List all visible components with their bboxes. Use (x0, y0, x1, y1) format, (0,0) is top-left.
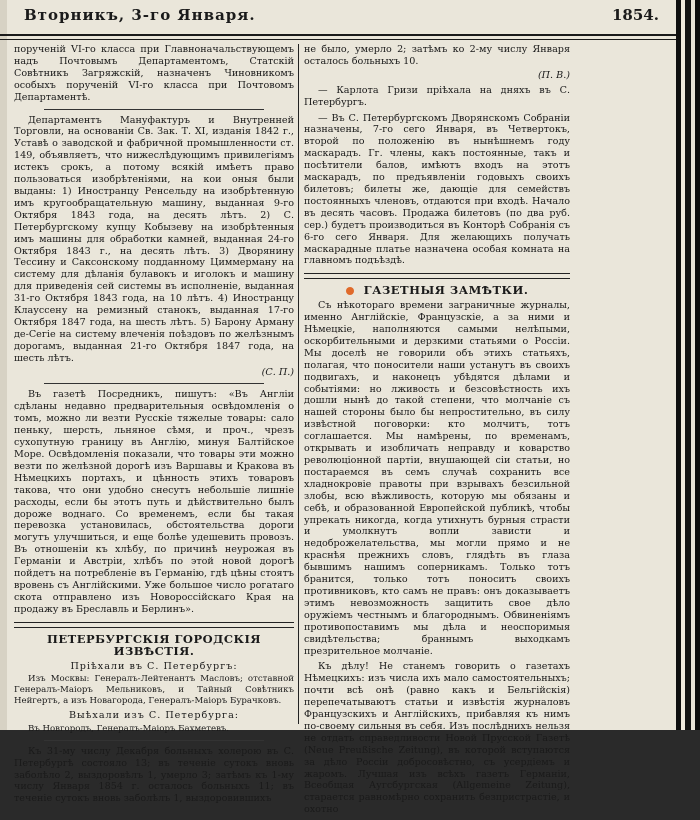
left-paragraph-appointment: порученій VI-го класса при Главноначальствующемъ надъ Почтовымъ Департаментомъ, Статскій Совѣтникъ Загряжскій, назначенъ Чиновникомъ особыхъ порученій VI-го класса при Почтовомъ Департаментѣ. (14, 44, 294, 103)
left-column (14, 44, 294, 809)
departed-heading: Выѣхали изъ С. Петербурга: (68, 710, 240, 722)
divider (44, 109, 264, 110)
header-date: Вторникъ, 3-го Января. (24, 6, 256, 24)
double-rule (304, 273, 570, 279)
section-title-city-news: ПЕТЕРБУРГСКІЯ ГОРОДСКІЯ ИЗВѢСТІЯ. (47, 631, 261, 658)
right-paragraph-german-papers: Къ дѣлу! Не станемъ говорить о газетахъ Нѣмецкихъ: изъ числа ихъ мало самостоятельныхъ; почти всѣ онѣ (равно какъ и Бельгійскія) перепечатываютъ статьи и извѣстія журналовъ Французскихъ и Англійскихъ, прибавляя къ нимъ по-своему сильныя въ себя. Изъ послѣднихъ нельзя не отдать справедливости Новой Прусской Газетѣ (Neue Preußische Zeitung), въ которой вступаются за дѣло Россіи добросовѣстно, съ усердіемъ и жаромъ. Лучшая изъ всѣхъ газетъ Германіи, Всеобщая Аугсбургская (Allgemeine Zeitung), старается равномѣрно сохранить безпристрастіе, и охотно (304, 661, 570, 816)
scan-edge (676, 0, 700, 730)
divider (44, 383, 264, 384)
orange-dot-marker (346, 287, 354, 295)
double-rule (14, 622, 294, 628)
left-paragraph-privileges: Департаментъ Мануфактуръ и Внутренней Торговли, на основаніи Св. Зак. Т. XI, изданія 1842 г., Уставѣ о заводской и фабричной промышленности ст. 149, объявляетъ, что нижеслѣдующимъ привилегіямъ истекъ срокъ, а потому всякій имѣетъ право пользоваться изобрѣтеніями, на кои оныя были выданы: 1) Иностранцу Ренсельду на изобрѣтенную имъ кругообращательную машину, выданная 9-го Октября 1843 года, на десять лѣтъ. 2) С. Петербургскому купцу Кобызеву на изобрѣтенныя имъ машины для обработки камней, выданная 24-го Октября 1843 г., на десять лѣтъ. 3) Дворянину Тессину и Саксонскому подданному Циммерману на систему для дѣланія булавокъ и иголокъ и машину для приведенія сей системы въ исполненіе, выданная 31-го Октября 1843 года, на 10 лѣтъ. 4) Иностранцу Клауссену на ремизный станокъ, выданная 17-го Октября 1847 года, на шесть лѣтъ. 5) Барону Арману де-Сегіе на систему влеченія поѣздовъ по желѣзнымъ дорогамъ, выданная 21-го Октября 1847 года, на шесть лѣтъ. (14, 114, 294, 364)
arrived-list: Изъ Москвы: Генералъ-Лейтенантъ Масловъ; отставной Генералъ-Маіоръ Мельниковъ, и Тайный Совѣтникъ Нейгертъ, а изъ Новагорода, Генералъ-Маіоръ Бурачковъ. (14, 674, 294, 706)
left-paragraph-posrednik: Въ газетѣ Посредникъ, пишутъ: «Въ Англіи сдѣланы недавно предварительныя освѣдомленія о томъ, можно ли везти Русскіе тяжелые товары: сало пеньку, шерсть, льняное сѣмя, и проч., чрезъ сухопутную границу въ Англію, минуя Балтійское Море. Освѣдомленія показали, что товары эти можно везти по желѣзной дорогѣ изъ Варшавы и Кракова въ Нѣмецкихъ портахъ, и цѣнность этихъ товаровъ такова, что они удобно снесутъ небольшіе лишніе расходы, если бы этотъ путь и дѣйствительно былъ дороже воднаго. Со временемъ, если бы такая перевозка установилась, обстоятельства дороги могутъ улучшиться, и еще болѣе удешевить провозъ. Въ отношеніи къ хлѣбу, по причинѣ неурожая въ Германіи и Австріи, хлѣбъ по этой новой дорогѣ пойдетъ на потребленіе въ Германію, гдѣ цѣны стоятъ вровень съ Англійскими. Уже большое число рогатаго скота отправлено изъ Новороссійскаго Края на продажу въ Бреславль и Берлинъ». (14, 389, 294, 615)
divider (44, 740, 264, 741)
right-paragraph-cholera-end: не было, умерло 2; затѣмъ ко 2-му числу Января осталось больныхъ 10. (304, 44, 570, 67)
left-paragraph-cholera: Къ 31-му числу Декабря больныхъ холерою въ С. Петербургѣ состояло 13; въ теченіе сутокъ вновь заболѣло 2, выздоровѣлъ 1, умерло 3; затѣмъ къ 1-му числу Января 1854 г. осталось больныхъ 11; въ теченіе сутокъ вновь заболѣлъ 1, выздоровившихъ (14, 745, 294, 805)
departed-list: Въ Новгородъ, Генералъ-Маіоръ Бахметевъ. (28, 724, 230, 735)
signature: (П. В.) (537, 69, 570, 81)
section-title-text: ГАЗЕТНЫЯ ЗАМѢТКИ. (363, 283, 529, 298)
right-paragraph-grisi: — Карлота Гризи пріѣхала на дняхъ въ С. Петербургъ. (304, 84, 570, 108)
column-divider (298, 44, 299, 724)
arrived-heading: Пріѣхали въ С. Петербургъ: (70, 660, 238, 672)
right-paragraph-masquerade: — Въ С. Петербургскомъ Дворянскомъ Собраніи назначены, 7-го сего Января, въ Четвертокъ, второй по положенію въ нынѣшнемъ году маскарадъ. Гг. члены, какъ постоянные, такъ и посѣтители балов, имѣютъ входъ на этотъ маскарадъ, по предъявленіи годовыхъ своихъ билетовъ; билеты же, дающіе для семействъ постоянныхъ членовъ, отдаются при входѣ. Начало въ десять часовъ. Продажа билетовъ (по два руб. сер.) будетъ производиться въ Конторѣ Собранія съ 6-го сего Января. Для желающихъ получать маскарадные платье назначена особая комната на главномъ подъѣздѣ. (304, 112, 570, 267)
header-rule (0, 34, 676, 42)
section-title-newspaper-notes (304, 285, 570, 297)
right-column (304, 44, 570, 820)
right-paragraph-notes: Съ нѣкотораго времени заграничные журналы, именно Англійскіе, Французскіе, а за ними и Нѣмецкіе, наполняются самыми нелѣпыми, оскорбительными и дерзкими статьями о Россіи. Мы доселѣ не говорили объ этихъ статьяхъ, полагая, что поносители наши устанутъ въ своихъ подвигахъ, и наконецъ убѣдятся дѣлами и событіями: но лживость и безсовѣстность ихъ дошли нынѣ до такой степени, что молчаніе съ нашей стороны было бы непростительно, въ силу извѣстной поговорки: кто молчитъ, тотъ соглашается. Мы намѣрены, по временамъ, открывать и изобличать неправду и коварство революціонной партіи, внушающей сіи статьи, но постараемся въ семъ случаѣ сохранить все хладнокровіе правоты при взрывахъ безсильной злобы, всю вѣжливость, которую мы обязаны и себѣ, и образованной Европейской публикѣ, чтобы упрекать никогда, когда утихнутъ бурныя страсти и умолкнутъ вопли зависти и недоброжелательства, мы могли прямо и не краснѣя прежнихъ словъ, глядѣть въ глаза бывшимъ нашимъ соперникамъ. Только тотъ бранится, только тотъ поноситъ своихъ противниковъ, кто самъ не правъ: онъ доказываетъ этимъ невозможность защитить свое дѣло оружіемъ честнымъ и благороднымъ. Обвиненіямъ противопоставимъ мы дѣла и неоспоримыя свидѣтельства; браннымъ выходкамъ презрительное молчаніе. (304, 300, 570, 657)
scan-margin (0, 0, 7, 730)
signature: (С. П.) (261, 366, 294, 378)
header-year: 1854. (612, 6, 659, 24)
